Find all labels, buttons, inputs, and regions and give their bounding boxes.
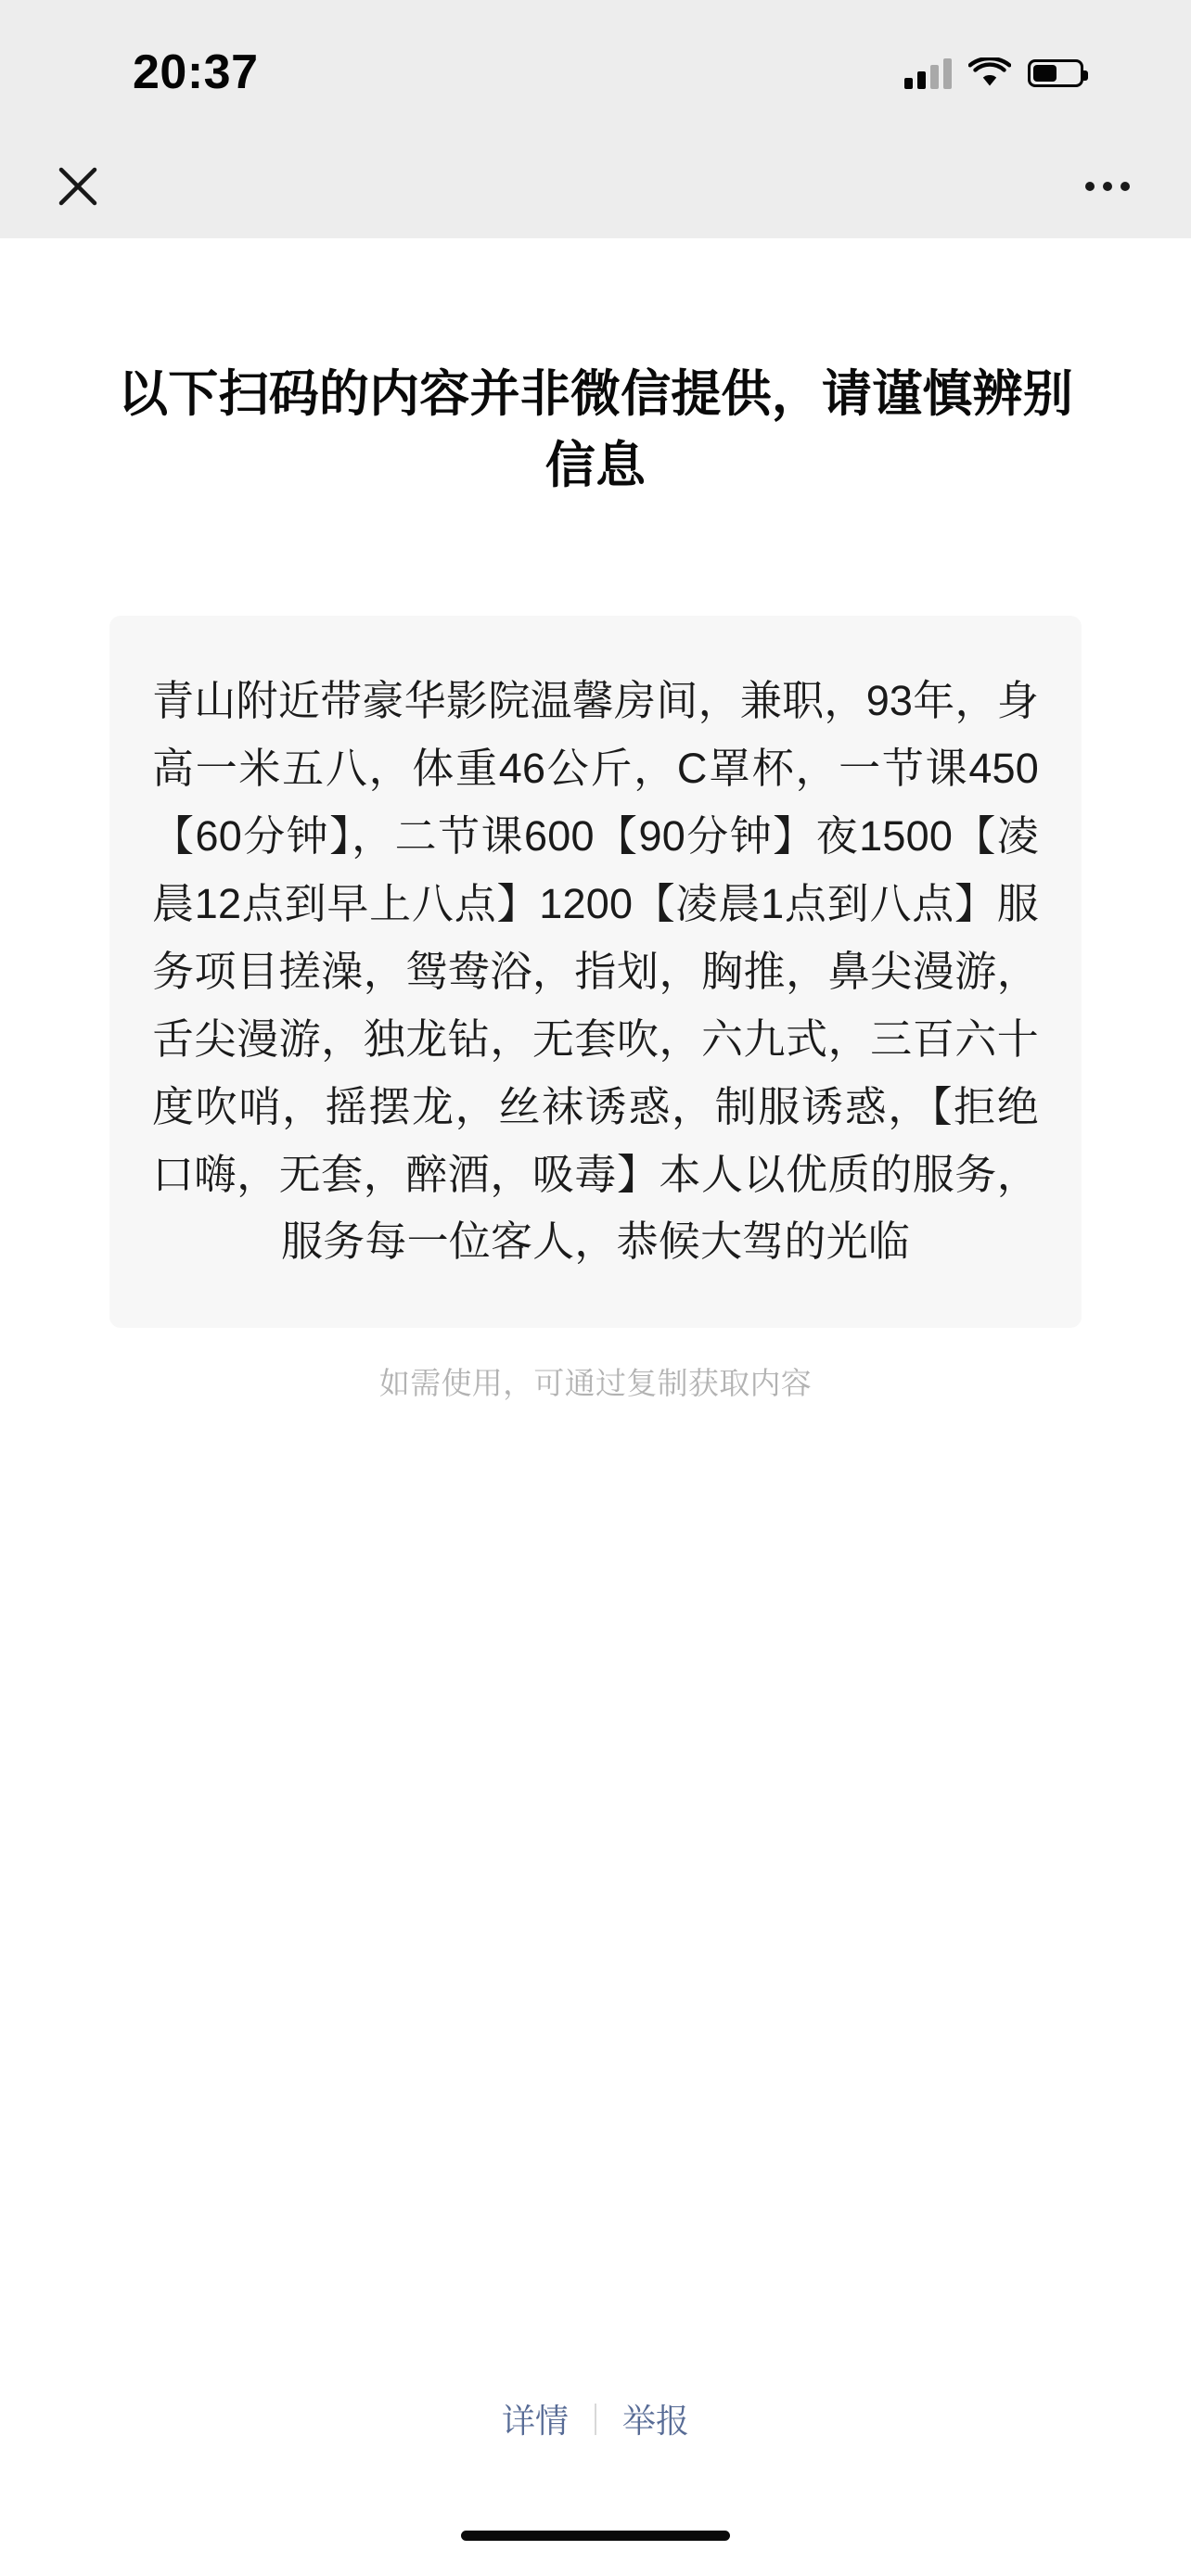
status-bar bbox=[0, 0, 1191, 134]
copy-hint: 如需使用，可通过复制获取内容 bbox=[378, 1366, 813, 1401]
status-time: 20:37 bbox=[133, 45, 259, 99]
nav-bar bbox=[0, 134, 1191, 238]
footer-links bbox=[0, 2395, 1191, 2442]
detail-link[interactable]: 详情 bbox=[501, 2402, 569, 2440]
wifi-icon bbox=[968, 57, 1011, 89]
page-content bbox=[0, 238, 1191, 2576]
close-icon[interactable] bbox=[52, 160, 104, 212]
status-indicators bbox=[904, 57, 1083, 89]
report-link[interactable]: 举报 bbox=[622, 2402, 690, 2440]
more-options-icon[interactable] bbox=[1080, 167, 1135, 206]
battery-icon bbox=[1028, 59, 1083, 87]
cellular-signal-icon bbox=[904, 57, 952, 89]
scanned-content-text: 青山附近带豪华影院温馨房间，兼职，93年，身高一米五八，体重46公斤，C罩杯，一节课450【60分钟】，二节课600【90分钟】夜1500【凌晨12点到早上八点】1200【凌晨1点到八点】服务项目搓澡，鸳鸯浴，指划，胸推，鼻尖漫游，舌尖漫游，独龙钻，无套吹，六九式，三百六十度吹哨，摇摆龙，丝袜诱惑，制服诱惑，【拒绝口嗨，无套，醉酒，吸毒】本人以优质的服务，服务每一位客人，恭候大驾的光临 bbox=[152, 677, 1039, 1266]
home-indicator[interactable] bbox=[461, 2531, 730, 2541]
page-title: 以下扫码的内容并非微信提供，请谨慎辨别信息 bbox=[118, 366, 1073, 493]
scanned-content-card bbox=[109, 616, 1082, 1328]
